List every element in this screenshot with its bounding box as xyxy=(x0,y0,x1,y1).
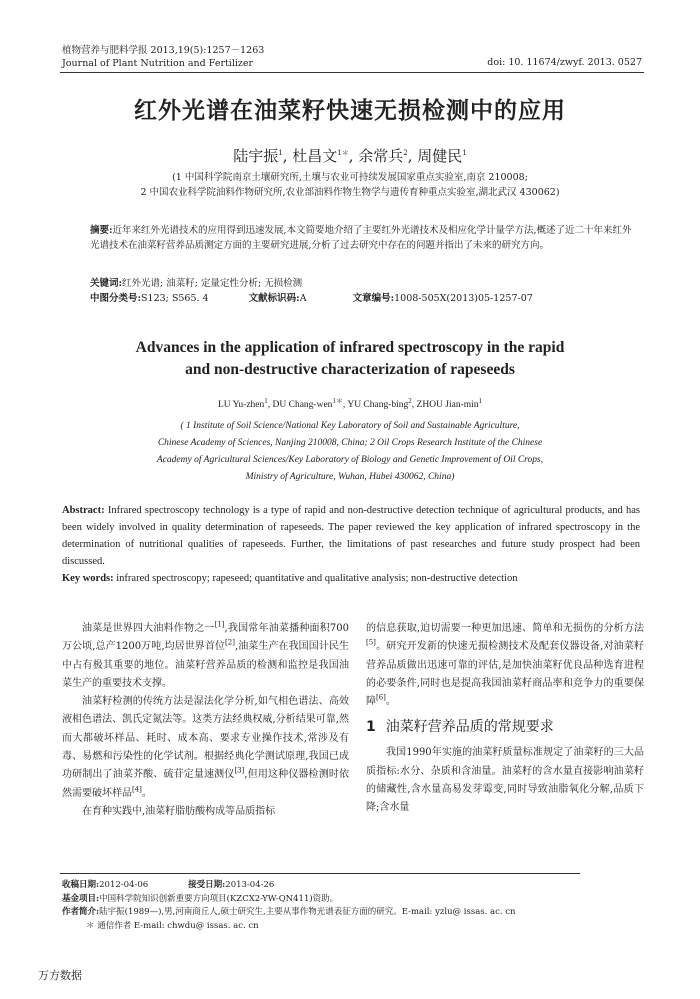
abstract-cn xyxy=(90,223,638,253)
abstract-en: Abstract: Infrared spectroscopy technology is a type of rapid and non-destructive detection technique of agricultural products, and has been widely involved in quality determination of rapeseeds. The paper reviewed the key application of infrared spectroscopy in the determination of nutritional qualities of rapeseeds. Further, the limitations of past researches and future study prospect had been discussed. Key words: infrared spectroscopy; rapeseed; quantitative and qualitative analysis; non-destructive detection xyxy=(62,505,640,584)
section-heading: 1 油菜籽营养品质的常规要求 xyxy=(366,719,554,736)
paragraph: 我国1990年实施的油菜籽质量标准规定了油菜籽的三大品质指标:水分、杂质和含油量。油菜籽的含水量直接影响油菜籽的储藏性,含水量高易发芽霉变,同时导致油脂氧化分解,品质下降;含水量 xyxy=(366,747,644,814)
journal-header-en: Journal of Plant Nutrition and Fertilizer xyxy=(62,58,254,69)
keywords-en-label: Key words: xyxy=(62,573,114,584)
footnotes: 收稿日期:2012-04-06 接受日期:2013-04-26 基金项目:中国科学院知识创新重要方向项目(KZCX2-YW-QN411)资助。 作者简介:陆宇振(1989—),男,河南商丘人,硕士研究生,主要从事作物光谱表征方面的研究。E-mail: yzlu@ issas. ac. cn ＊ 通信作者 E-mail: chwdu@ issas. ac. cn xyxy=(62,880,516,931)
author-cn: 余常兵 xyxy=(358,147,404,165)
watermark: 万方数据 xyxy=(38,969,82,982)
body-right-column xyxy=(366,620,644,818)
author-cn: 杜昌文 xyxy=(292,147,338,165)
abstract-cn-text: 近年来红外光谱技术的应用得到迅速发展,本文简要地介绍了主要红外光谱技术及相应化学计量学方法,概述了近二十年来红外光谱技术在油菜籽营养品质测定方面的主要研究进展,分析了过去研究中存在的问题并指出了未来的研究方向。 xyxy=(90,225,632,251)
classification-line: 中图分类号:S123; S565. 4 文献标识码:A 文章编号:1008-505X(2013)05-1257-07 xyxy=(90,293,533,304)
author-cn: 陆宇振 xyxy=(233,147,279,165)
title-cn: 红外光谱在油菜籽快速无损检测中的应用 xyxy=(134,98,566,124)
journal-header-cn: 植物营养与肥料学报 2013,19(5):1257－1263 xyxy=(62,45,265,56)
paragraph: 在育种实践中,油菜籽脂肪酸构成等品质指标 xyxy=(82,805,276,817)
authors-cn: 陆宇振$^1$, 杜昌文$^{1*}$, 余常兵$^2$, 周健民$^1$ xyxy=(233,147,467,165)
author-cn: 周健民 xyxy=(417,147,463,165)
affiliation-cn-1: (1 中国科学院南京土壤研究所,土壤与农业可持续发展国家重点实验室,南京 210008; xyxy=(172,172,528,183)
paragraph: 的信息获取,迫切需要一种更加迅速、简单和无损伤的分析方法[5]。研究开发新的快速无损检测技术及配套仪器设备,对油菜籽营养品质做出迅速可靠的评估,是加快油菜籽优良品种选育进程的必要条件,同时也是提高我国油菜籽商品率和竞争力的重要保障[6]。 xyxy=(366,623,644,708)
keywords-cn: 关键词:红外光谱; 油菜籽; 定量定性分析; 无损检测 xyxy=(90,278,303,289)
paragraph: 油菜是世界四大油料作物之一[1],我国常年油菜播种面积700万公顷,总产1200万吨,均居世界首位[2],油菜生产在我国国计民生中占有极其重要的地位。油菜籽营养品质的检测和监控是我国油菜生产的重要技术支撑。 xyxy=(62,620,350,689)
footnote-rule xyxy=(60,873,580,874)
doi: doi: 10. 11674/zwyf. 2013. 0527 xyxy=(487,57,642,68)
affiliations-en: ( 1 Institute of Soil Science/National Key Laboratory of Soil and Sustainable Agriculture, Chinese Academy of Sciences, Nanjing 210008, China; 2 Oil Crops Research Institute of the Chinese Academy of Agricultural Sciences/Key Laboratory of Biology and Genetic Improvement of Oil Crops, Ministry of Agriculture, Wuhan, Hubei 430062, China) xyxy=(156,421,544,482)
keywords-en: infrared spectroscopy; rapeseed; quantitative and qualitative analysis; non-destructive detection xyxy=(116,573,518,584)
body-left-column xyxy=(62,620,349,821)
paragraph: 油菜籽检测的传统方法是湿法化学分析,如气相色谱法、高效液相色谱法、凯氏定氮法等。这类方法经典权威,分析结果可靠,然而大都破坏样品、耗时、成本高、要求专业操作技术,常涉及有毒、易燃和污染性的化学试剂。根据经典化学测试原理,我国已成功研制出了油菜芥酸、硫苷定量速测仪[3],但用这种仪器检测时依然需要破坏样品[4]。 xyxy=(62,696,349,799)
header-rule xyxy=(60,72,644,73)
affiliation-cn-2: 2 中国农业科学院油料作物研究所,农业部油料作物生物学与遗传育种重点实验室,湖北武汉 430062) xyxy=(140,187,560,198)
title-en: Advances in the application of infrared spectroscopy in the rapid and non-destructive characterization of rapeseeds xyxy=(135,339,565,378)
abstract-cn-label: 摘要: xyxy=(90,225,113,236)
authors-en: LU Yu-zhen$^1$, DU Chang-wen$^{1*}$, YU Chang-bing$^2$, ZHOU Jian-$\min^1$ xyxy=(217,396,483,410)
